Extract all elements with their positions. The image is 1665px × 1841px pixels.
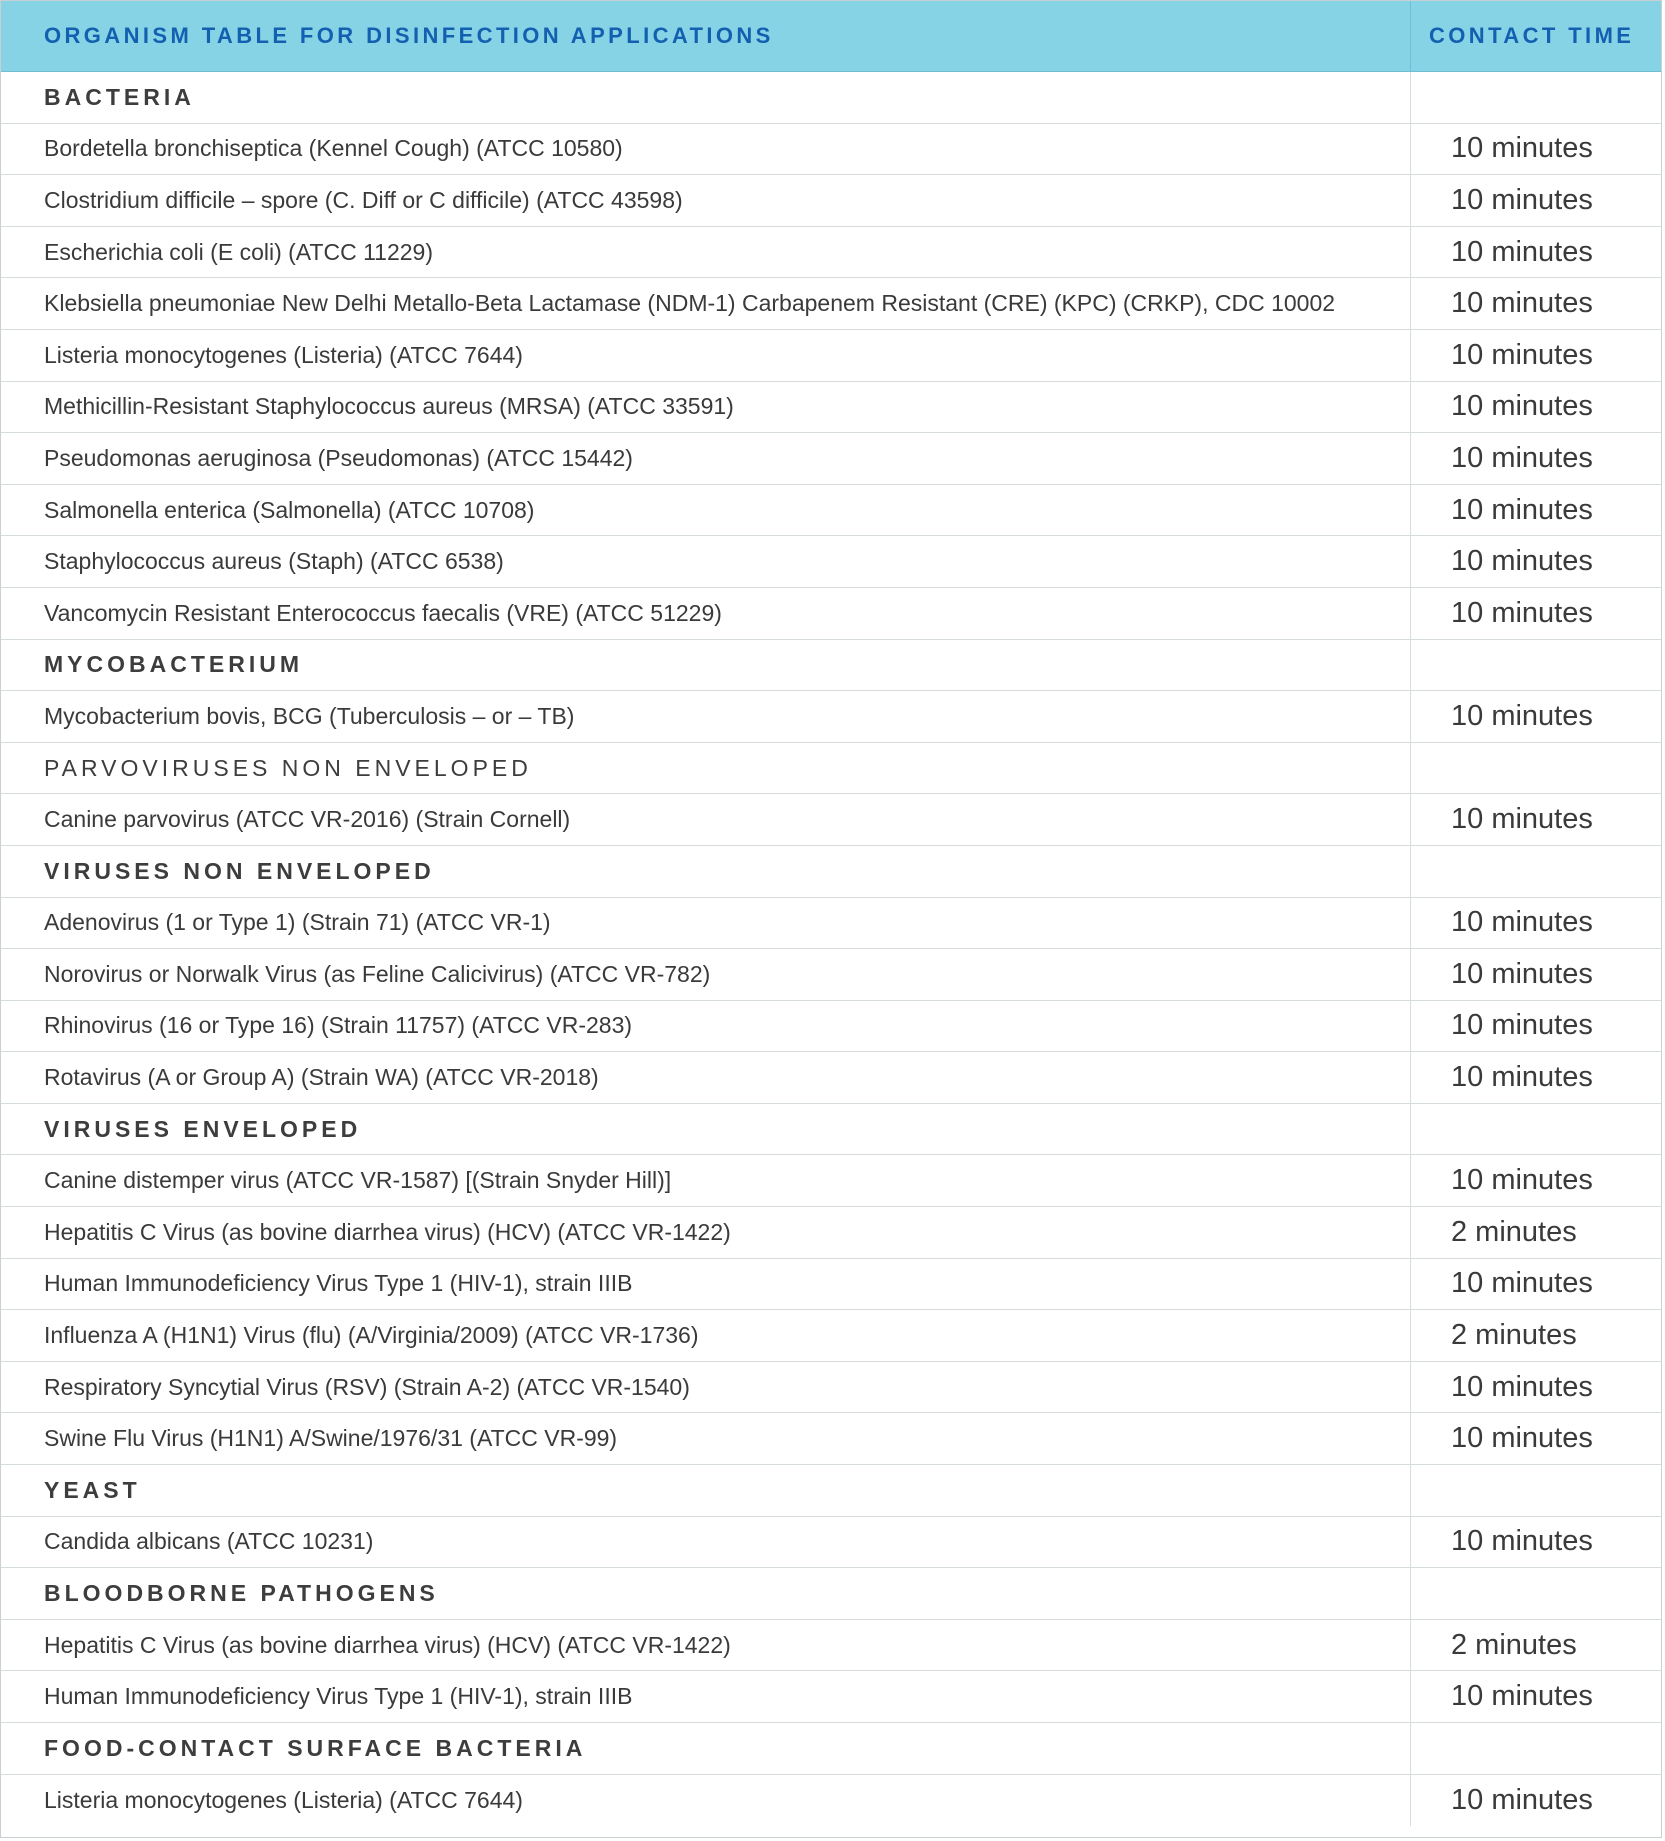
section-header-row bbox=[1, 743, 1661, 795]
organism-name: Candida albicans (ATCC 10231) bbox=[1, 1517, 1411, 1568]
contact-time: 10 minutes bbox=[1451, 1525, 1593, 1558]
organism-name: Adenovirus (1 or Type 1) (Strain 71) (ATCC VR-1) bbox=[1, 898, 1411, 949]
contact-time: 10 minutes bbox=[1451, 1061, 1593, 1094]
organism-name: Listeria monocytogenes (Listeria) (ATCC 7644) bbox=[1, 1775, 1411, 1827]
section-header-row bbox=[1, 1465, 1661, 1517]
table-row bbox=[1, 1413, 1661, 1465]
table-row bbox=[1, 794, 1661, 846]
section-header-row bbox=[1, 1104, 1661, 1156]
contact-time: 10 minutes bbox=[1451, 441, 1593, 474]
contact-time bbox=[1411, 72, 1661, 123]
organism-name: Klebsiella pneumoniae New Delhi Metallo-Beta Lactamase (NDM-1) Carbapenem Resistant (CRE) (KPC) (CRKP), CDC 10002 bbox=[1, 278, 1411, 329]
organism-name: Methicillin-Resistant Staphylococcus aureus (MRSA) (ATCC 33591) bbox=[1, 382, 1411, 433]
contact-time: 10 minutes bbox=[1451, 235, 1593, 268]
section-title: VIRUSES NON ENVELOPED bbox=[1, 846, 1411, 897]
contact-time bbox=[1411, 640, 1661, 691]
contact-time: 2 minutes bbox=[1451, 1215, 1577, 1248]
table-row bbox=[1, 1775, 1661, 1827]
organism-name: Swine Flu Virus (H1N1) A/Swine/1976/31 (ATCC VR-99) bbox=[1, 1413, 1411, 1464]
section-header-row bbox=[1, 1723, 1661, 1775]
section-header-row bbox=[1, 640, 1661, 692]
table-row bbox=[1, 124, 1661, 176]
table-row bbox=[1, 1620, 1661, 1672]
table-row bbox=[1, 382, 1661, 434]
section-header-row bbox=[1, 72, 1661, 124]
organism-name: Salmonella enterica (Salmonella) (ATCC 10708) bbox=[1, 485, 1411, 536]
organism-name: Pseudomonas aeruginosa (Pseudomonas) (ATCC 15442) bbox=[1, 433, 1411, 484]
table-row bbox=[1, 1310, 1661, 1362]
table-row bbox=[1, 278, 1661, 330]
section-title: MYCOBACTERIUM bbox=[1, 640, 1411, 691]
contact-time: 2 minutes bbox=[1451, 1628, 1577, 1661]
section-title: PARVOVIRUSES NON ENVELOPED bbox=[1, 743, 1411, 794]
organism-name: Rotavirus (A or Group A) (Strain WA) (ATCC VR-2018) bbox=[1, 1052, 1411, 1103]
organism-name: Mycobacterium bovis, BCG (Tuberculosis – or – TB) bbox=[1, 691, 1411, 742]
organism-name: Rhinovirus (16 or Type 16) (Strain 11757) (ATCC VR-283) bbox=[1, 1001, 1411, 1052]
section-header-row bbox=[1, 1568, 1661, 1620]
contact-time: 10 minutes bbox=[1451, 338, 1593, 371]
contact-time: 10 minutes bbox=[1451, 132, 1593, 165]
table-row bbox=[1, 1207, 1661, 1259]
contact-time: 10 minutes bbox=[1451, 906, 1593, 939]
contact-time: 10 minutes bbox=[1451, 390, 1593, 423]
section-header-row bbox=[1, 846, 1661, 898]
organism-name: Hepatitis C Virus (as bovine diarrhea virus) (HCV) (ATCC VR-1422) bbox=[1, 1620, 1411, 1671]
contact-time: 10 minutes bbox=[1451, 699, 1593, 732]
contact-time: 10 minutes bbox=[1451, 1267, 1593, 1300]
section-title: YEAST bbox=[1, 1465, 1411, 1516]
contact-time bbox=[1411, 1568, 1661, 1619]
table-body bbox=[1, 72, 1661, 1826]
section-title: BLOODBORNE PATHOGENS bbox=[1, 1568, 1411, 1619]
organism-name: Canine distemper virus (ATCC VR-1587) [(Strain Snyder Hill)] bbox=[1, 1155, 1411, 1206]
table-row bbox=[1, 1671, 1661, 1723]
table-row bbox=[1, 898, 1661, 950]
organism-column-header: ORGANISM TABLE FOR DISINFECTION APPLICATIONS bbox=[1, 1, 1411, 71]
organism-name: Staphylococcus aureus (Staph) (ATCC 6538) bbox=[1, 536, 1411, 587]
contact-time: 10 minutes bbox=[1451, 957, 1593, 990]
organism-name: Canine parvovirus (ATCC VR-2016) (Strain Cornell) bbox=[1, 794, 1411, 845]
contact-time: 10 minutes bbox=[1451, 183, 1593, 216]
table-row bbox=[1, 175, 1661, 227]
contact-time: 10 minutes bbox=[1451, 1164, 1593, 1197]
contact-time bbox=[1411, 1465, 1661, 1516]
organism-name: Hepatitis C Virus (as bovine diarrhea virus) (HCV) (ATCC VR-1422) bbox=[1, 1207, 1411, 1258]
table-row bbox=[1, 1155, 1661, 1207]
organism-name: Vancomycin Resistant Enterococcus faecalis (VRE) (ATCC 51229) bbox=[1, 588, 1411, 639]
organism-name: Escherichia coli (E coli) (ATCC 11229) bbox=[1, 227, 1411, 278]
contact-time-column-header: CONTACT TIME bbox=[1429, 23, 1635, 48]
table-row bbox=[1, 227, 1661, 279]
contact-time bbox=[1411, 1104, 1661, 1155]
table-row bbox=[1, 433, 1661, 485]
organism-name: Influenza A (H1N1) Virus (flu) (A/Virginia/2009) (ATCC VR-1736) bbox=[1, 1310, 1411, 1361]
section-title: VIRUSES ENVELOPED bbox=[1, 1104, 1411, 1155]
table-row bbox=[1, 485, 1661, 537]
contact-time: 2 minutes bbox=[1451, 1319, 1577, 1352]
organism-name: Human Immunodeficiency Virus Type 1 (HIV-1), strain IIIB bbox=[1, 1259, 1411, 1310]
table-row bbox=[1, 1362, 1661, 1414]
table-row bbox=[1, 1259, 1661, 1311]
table-row bbox=[1, 588, 1661, 640]
contact-time: 10 minutes bbox=[1451, 287, 1593, 320]
contact-time: 10 minutes bbox=[1451, 803, 1593, 836]
organism-name: Human Immunodeficiency Virus Type 1 (HIV-1), strain IIIB bbox=[1, 1671, 1411, 1722]
section-title: BACTERIA bbox=[1, 72, 1411, 123]
table-header bbox=[1, 1, 1661, 72]
organism-name: Bordetella bronchiseptica (Kennel Cough) (ATCC 10580) bbox=[1, 124, 1411, 175]
organism-name: Respiratory Syncytial Virus (RSV) (Strain A-2) (ATCC VR-1540) bbox=[1, 1362, 1411, 1413]
table-row bbox=[1, 536, 1661, 588]
table-row bbox=[1, 691, 1661, 743]
contact-time bbox=[1411, 743, 1661, 794]
table-row bbox=[1, 1052, 1661, 1104]
contact-time: 10 minutes bbox=[1451, 493, 1593, 526]
contact-time bbox=[1411, 846, 1661, 897]
table-row bbox=[1, 1001, 1661, 1053]
organism-name: Norovirus or Norwalk Virus (as Feline Calicivirus) (ATCC VR-782) bbox=[1, 949, 1411, 1000]
contact-time: 10 minutes bbox=[1451, 545, 1593, 578]
contact-time: 10 minutes bbox=[1451, 1370, 1593, 1403]
section-title: FOOD-CONTACT SURFACE BACTERIA bbox=[1, 1723, 1411, 1774]
table-row bbox=[1, 330, 1661, 382]
organism-name: Clostridium difficile – spore (C. Diff or C difficile) (ATCC 43598) bbox=[1, 175, 1411, 226]
contact-time: 10 minutes bbox=[1451, 1783, 1593, 1816]
organism-name: Listeria monocytogenes (Listeria) (ATCC 7644) bbox=[1, 330, 1411, 381]
table-row bbox=[1, 949, 1661, 1001]
contact-time: 10 minutes bbox=[1451, 596, 1593, 629]
table-row bbox=[1, 1517, 1661, 1569]
contact-time: 10 minutes bbox=[1451, 1009, 1593, 1042]
contact-time: 10 minutes bbox=[1451, 1422, 1593, 1455]
contact-time bbox=[1411, 1723, 1661, 1774]
contact-time: 10 minutes bbox=[1451, 1680, 1593, 1713]
